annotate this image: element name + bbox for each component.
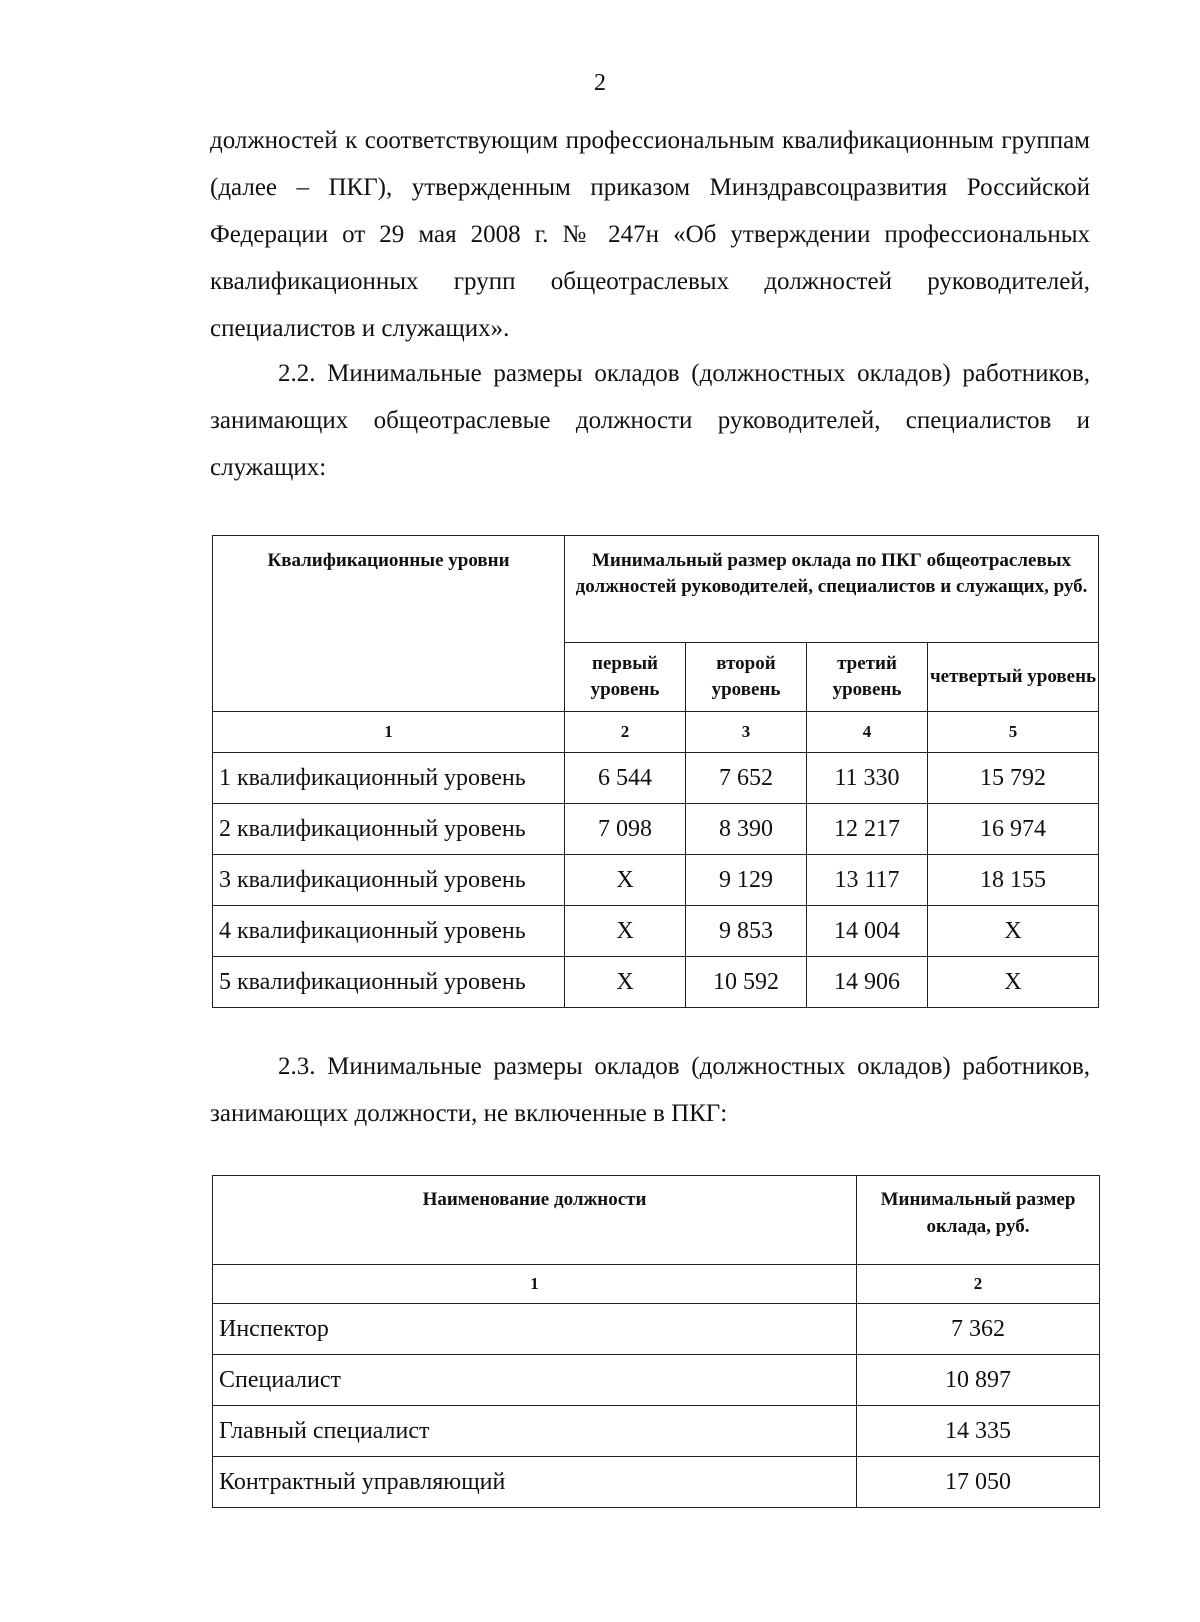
position-name: Главный специалист: [213, 1406, 857, 1457]
table-cell: Х: [565, 855, 686, 906]
table-cell: 14 004: [807, 906, 928, 957]
column-number: 2: [857, 1265, 1100, 1304]
salary-value: 17 050: [857, 1457, 1100, 1508]
table-cell: 13 117: [807, 855, 928, 906]
table-row: [213, 1406, 1100, 1457]
table-cell: 10 592: [686, 957, 807, 1008]
table-cell: 7 098: [565, 804, 686, 855]
table-cell: 9 853: [686, 906, 807, 957]
table-cell: 15 792: [928, 753, 1099, 804]
column-number: 2: [565, 712, 686, 753]
table-row: [213, 906, 1099, 957]
salary-value: 14 335: [857, 1406, 1100, 1457]
row-label: 1 квалификационный уровень: [213, 753, 565, 804]
subheader-level-2: второй уровень: [686, 643, 807, 712]
row-label: 2 квалификационный уровень: [213, 804, 565, 855]
table-row: [213, 753, 1099, 804]
row-label: 4 квалификационный уровень: [213, 906, 565, 957]
table-row: [213, 855, 1099, 906]
salary-value: 10 897: [857, 1355, 1100, 1406]
table-cell: 16 974: [928, 804, 1099, 855]
table-row: [213, 1355, 1100, 1406]
subheader-level-4: четвертый уровень: [928, 643, 1099, 712]
table-row: [213, 957, 1099, 1008]
paragraph-2-2: 2.2. Минимальные размеры окладов (должностных окладов) работников, занимающих общеотраслевые должности руководителей, специалистов и служащих:: [210, 360, 1090, 481]
header-position-name: Наименование должности: [213, 1176, 857, 1265]
table-cell: 8 390: [686, 804, 807, 855]
header-min-salary: Минимальный размер оклада, руб.: [857, 1176, 1100, 1265]
row-label: 5 квалификационный уровень: [213, 957, 565, 1008]
table-cell: Х: [928, 906, 1099, 957]
position-name: Контрактный управляющий: [213, 1457, 857, 1508]
table-row: [213, 804, 1099, 855]
salary-table-non-pkg: [212, 1175, 1100, 1508]
table-cell: 18 155: [928, 855, 1099, 906]
table-cell: Х: [565, 906, 686, 957]
table-cell: 9 129: [686, 855, 807, 906]
table-cell: Х: [928, 957, 1099, 1008]
paragraph-1: должностей к соответствующим профессиональным квалификационным группам (далее – ПКГ), утвержденным приказом Минздравсоцразвития Российской Федерации от 29 мая 2008 г. № 247н «Об утверждении профессиональных квалификационных групп общеотраслевых должностей руководителей, специалистов и служащих».: [210, 127, 1090, 342]
column-number: 1: [213, 1265, 857, 1304]
table-row: [213, 1304, 1100, 1355]
subheader-level-1: первый уровень: [565, 643, 686, 712]
column-number: 4: [807, 712, 928, 753]
row-label: 3 квалификационный уровень: [213, 855, 565, 906]
table-cell: 12 217: [807, 804, 928, 855]
page-number: 2: [594, 70, 606, 96]
header-qualification-levels: Квалификационные уровни: [213, 536, 565, 712]
column-number: 5: [928, 712, 1099, 753]
subheader-level-3: третий уровень: [807, 643, 928, 712]
position-name: Инспектор: [213, 1304, 857, 1355]
salary-value: 7 362: [857, 1304, 1100, 1355]
table-cell: 6 544: [565, 753, 686, 804]
table-cell: 7 652: [686, 753, 807, 804]
column-number: 1: [213, 712, 565, 753]
position-name: Специалист: [213, 1355, 857, 1406]
table-cell: Х: [565, 957, 686, 1008]
column-number: 3: [686, 712, 807, 753]
table-cell: 11 330: [807, 753, 928, 804]
header-min-salary-pkg: Минимальный размер оклада по ПКГ общеотраслевых должностей руководителей, специалистов и служащих, руб.: [565, 536, 1099, 643]
table-row: [213, 1457, 1100, 1508]
salary-table-pkg: [212, 535, 1099, 1008]
paragraph-2-3: 2.3. Минимальные размеры окладов (должностных окладов) работников, занимающих должности, не включенные в ПКГ:: [210, 1053, 1090, 1127]
table-cell: 14 906: [807, 957, 928, 1008]
